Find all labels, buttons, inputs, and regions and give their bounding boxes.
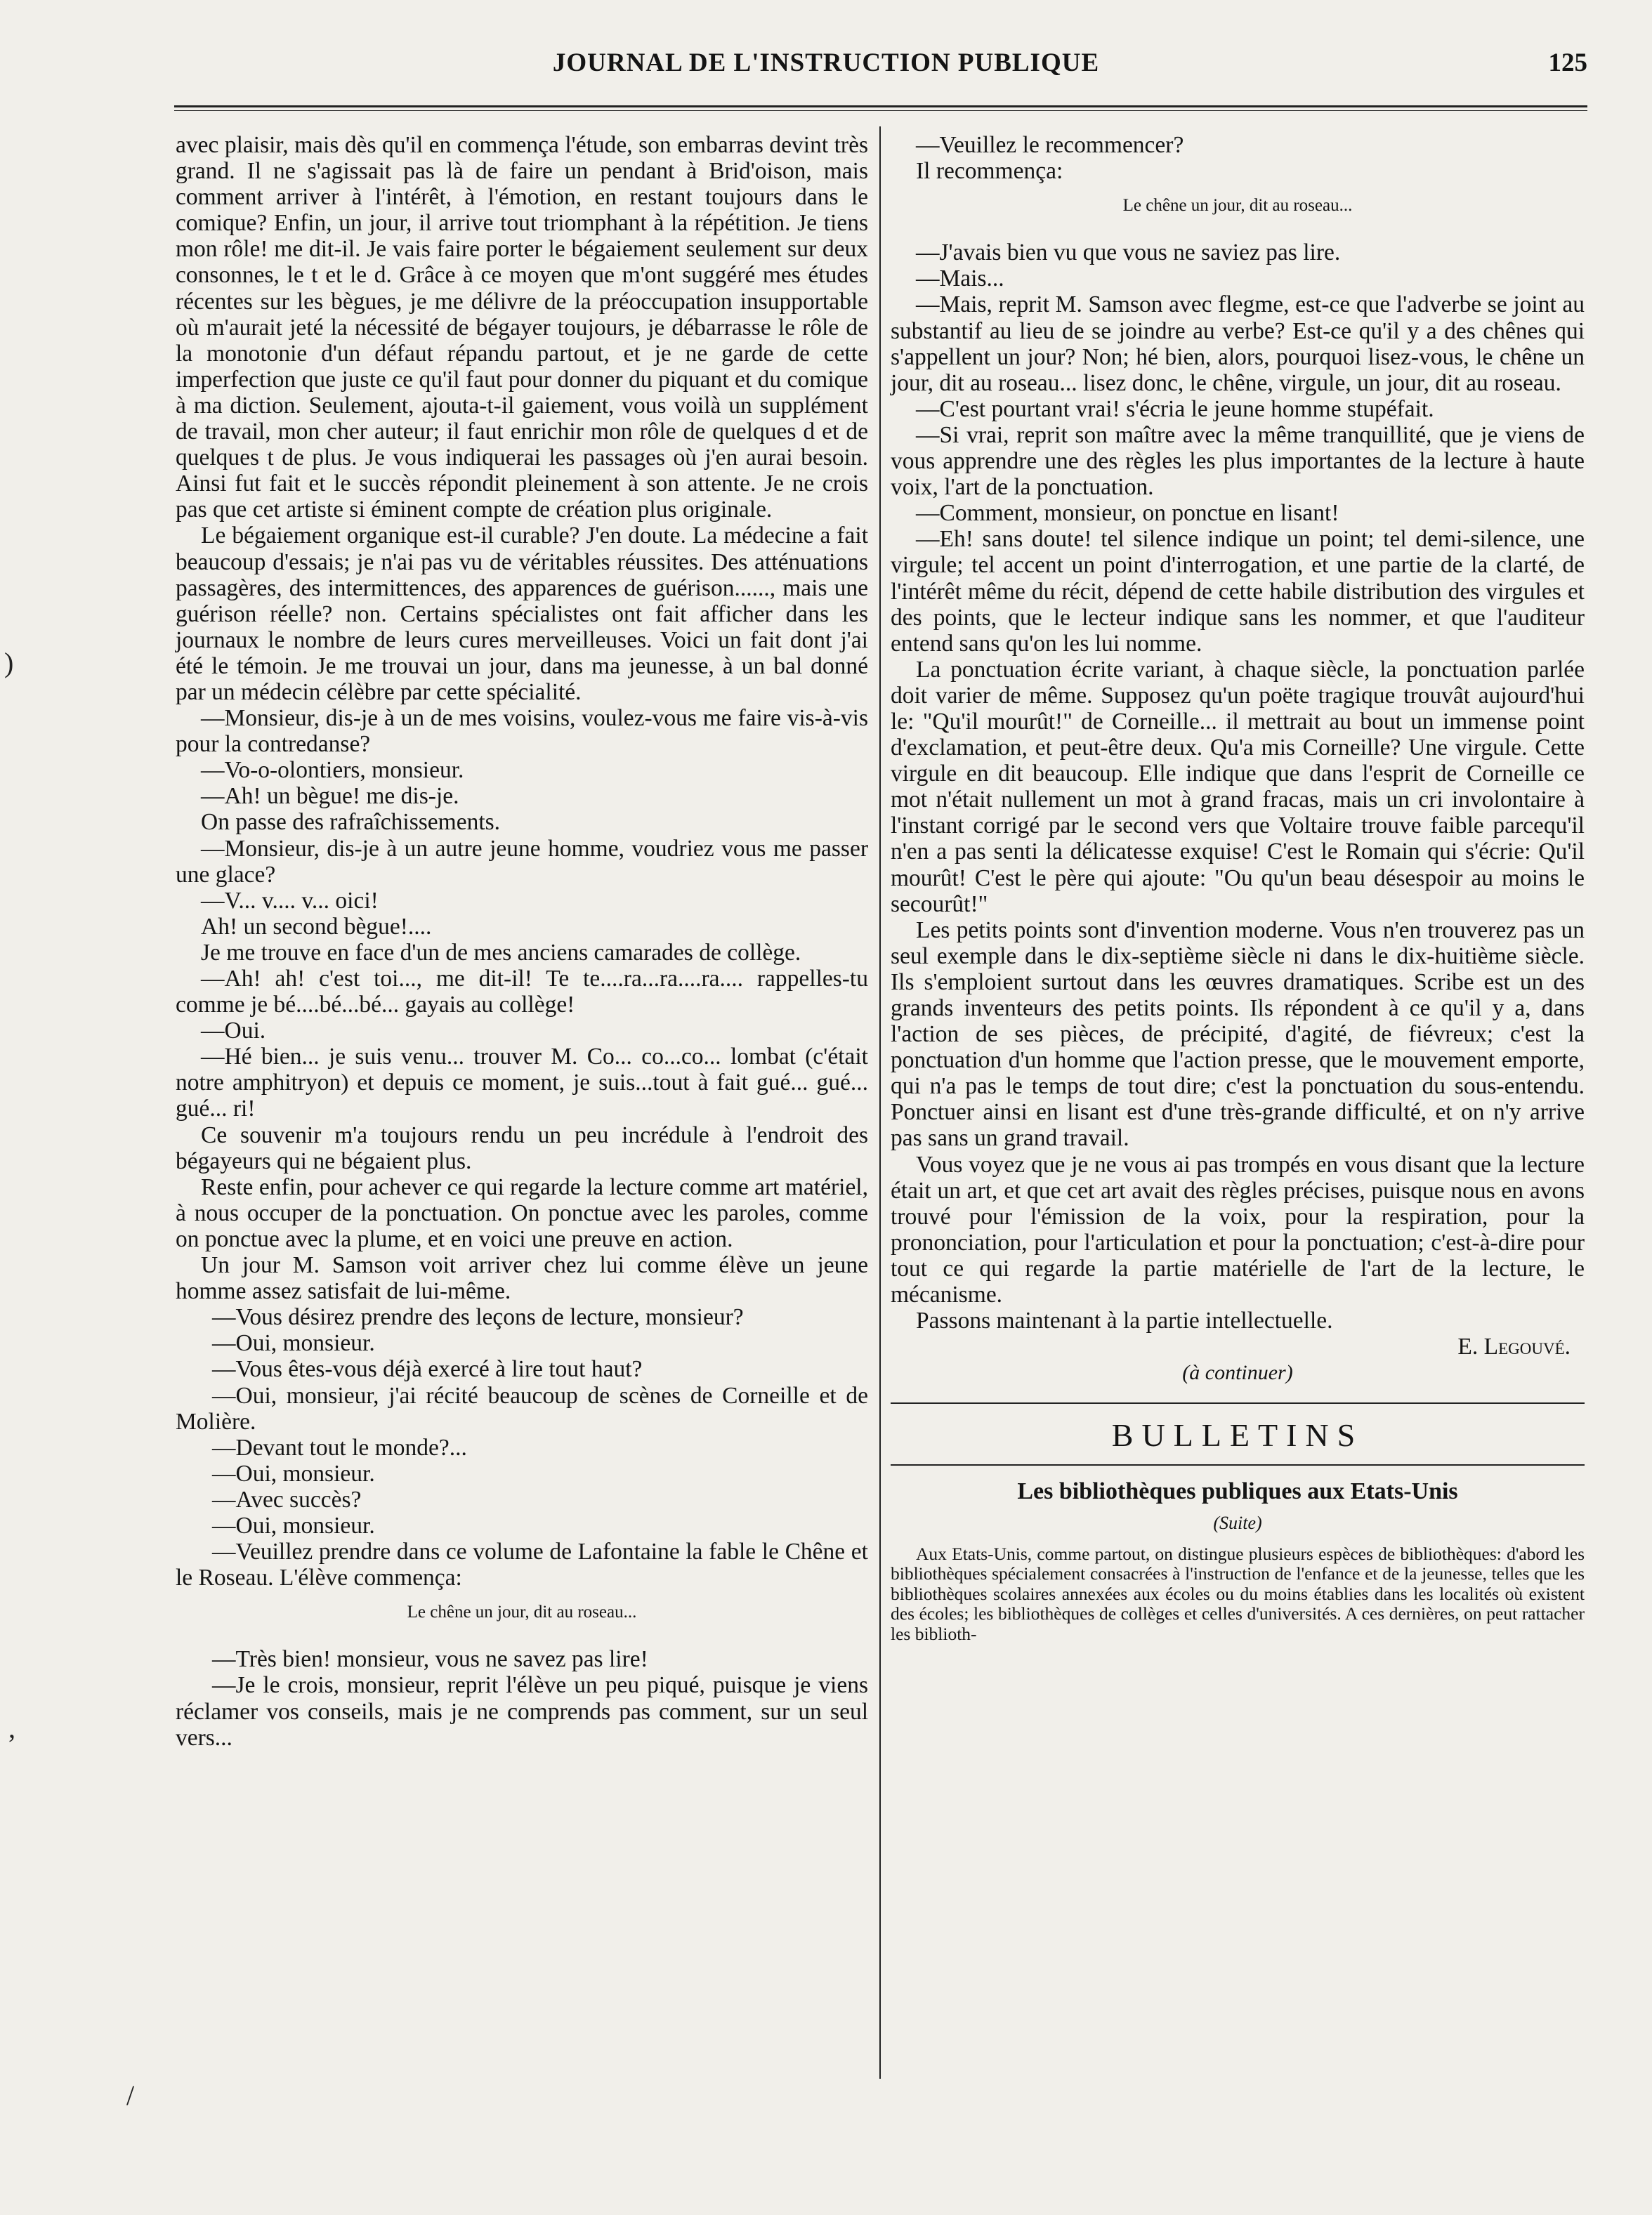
dialogue-line: —Si vrai, reprit son maître avec la même tranquillité, que je viens de vous apprendre une des règles les plus importantes de la lecture à haute voix, l'art de la ponctuation. [891, 421, 1585, 501]
paragraph: Ce souvenir m'a toujours rendu un peu incrédule à l'endroit des bégayeurs qui ne bégaient plus. [176, 1122, 868, 1174]
header-rule [174, 105, 1587, 107]
paragraph: avec plaisir, mais dès qu'il en commença l'étude, son embarras devint très grand. Il ne s'agissait pas là de faire un pendant à Brid'oison, mais comment arriver à l'intérêt, à l'émotion, en restant toujours dans le comique? Enfin, un jour, il arrive tout triomphant à la répétition. Je tiens mon rôle! me dit-il. Je vais faire porter le bégaiement seulement sur deux consonnes, le t et le d. Grâce à ce moyen que m'ont suggéré mes études récentes sur les bègues, je me délivre de la préoccupation insupportable où m'aurait jeté la nécessité de bégayer toujours, je débarrasse le rôle de la monotonie d'un défaut répandu partout, et je ne garde de cette imperfection que juste ce qu'il faut pour donner du piquant et du comique à ma diction. Seulement, ajouta-t-il gaiement, vous voilà un supplément de travail, mon cher auteur; il faut enrichir mon rôle de quelques d et de quelques t de plus. Je vous indiquerai les passages où j'en aurai besoin. Ainsi fut fait et le succès répondit pleinement à son attente. Je ne crois pas que cet artiste si éminent compte de création plus originale. [176, 132, 868, 523]
paragraph: Vous voyez que je ne vous ai pas trompés en vous disant que la lecture était un art, et que cet art avait des règles précises, puisque nous en avons trouvé pour l'émission de la voix, pour la respiration, pour la prononciation, pour l'articulation et pour la ponctuation; c'est-à-dire pour tout ce qui regarde la partie matérielle de l'art de la lecture, le mécanisme. [891, 1151, 1585, 1308]
verse-quote: Le chêne un jour, dit au roseau... [1122, 196, 1353, 216]
paragraph: La ponctuation écrite variant, à chaque siècle, la ponctuation parlée doit varier de même. Supposez qu'un poëte tragique trouvât aujourd'hui le: "Qu'il mourût!" de Corneille... il mettrait au bout un immense point d'exclamation, et peut-être deux. Qu'a mis Corneille? Une virgule. Cette virgule en dit beaucoup. Elle indique que dans l'esprit de Corneille ce mot n'était nullement un mot à grand fracas, mais un cri involontaire à l'instant corrigé par le second vers que Voltaire trouve faible parcequ'il n'en a pas senti la délicatesse exquise! C'est le Romain qui s'écrie: Qu'il mourût! C'est le père qui ajoute: "Ou qu'un beau désespoir au moins le secourût!" [891, 656, 1585, 917]
column-divider [879, 126, 881, 2079]
article-suite: (Suite) [1213, 1512, 1262, 1533]
dialogue-line: —Vous désirez prendre des leçons de lecture, monsieur? [212, 1304, 744, 1331]
margin-mark-paren: ) [4, 647, 14, 678]
dialogue-line: —Ah! ah! c'est toi..., me dit-il! Te te....ra...ra....ra.... rappelles-tu comme je bé....bé...bé... gayais au collège! [176, 966, 868, 1018]
dialogue-line: —J'avais bien vu que vous ne saviez pas lire. [916, 239, 1341, 266]
dialogue-line: —Vo-o-olontiers, monsieur. [201, 757, 464, 784]
left-column [176, 132, 868, 1751]
bulletins-heading: BULLETINS [1111, 1417, 1364, 1454]
margin-mark-slash: / [126, 2079, 135, 2111]
paragraph: Les petits points sont d'invention moderne. Vous n'en trouverez pas un seul exemple dans le dix-septième siècle ni dans le dix-huitième siècle. Ils s'emploient surtout dans les œuvres dramatiques. Scribe est un des grands inventeurs des petits points. Ils répondent à ce qu'il y a, dans l'action de ses pièces, de précipité, d'agité, de fiévreux; c'est la ponctuation d'un homme que l'action presse, que le mouvement emporte, qui n'a pas le temps de tout dire; c'est la ponctuation du sous-entendu. Ponctuer ainsi en lisant est d'une très-grande difficulté, et on n'y arrive pas sans un grand travail. [891, 916, 1585, 1152]
dialogue-line: —Très bien! monsieur, vous ne savez pas lire! [212, 1646, 648, 1673]
section-rule [891, 1464, 1585, 1466]
to-be-continued: (à continuer) [1182, 1361, 1293, 1385]
paragraph: Je me trouve en face d'un de mes anciens camarades de collège. [201, 939, 801, 966]
dialogue-line: —V... v.... v... oici! [201, 887, 379, 914]
dialogue-line: —Oui, monsieur, j'ai récité beaucoup de scènes de Corneille et de Molière. [176, 1382, 868, 1435]
verse-quote: Le chêne un jour, dit au roseau... [407, 1603, 637, 1622]
header-rule-thin [174, 110, 1587, 111]
dialogue-line: —Oui. [201, 1018, 266, 1044]
dialogue-line: —Oui, monsieur. [212, 1330, 375, 1357]
paragraph: Un jour M. Samson voit arriver chez lui comme élève un jeune homme assez satisfait de lui-même. [176, 1252, 868, 1305]
dialogue-line: —Veuillez prendre dans ce volume de Lafontaine la fable le Chêne et le Roseau. L'élève commença: [176, 1539, 868, 1591]
paragraph: Le bégaiement organique est-il curable? J'en doute. La médecine a fait beaucoup d'essais; je n'ai pas vu de véritables réussites. Des atténuations passagères, des intermittences, des apparences de guérison......, mais une guérison réelle? non. Certains spécialistes ont fait afficher dans les journaux le nombre de leurs cures merveilleuses. Voici un fait dont j'ai été le témoin. Je me trouvai un jour, dans ma jeunesse, à un bal donné par un médecin célèbre par cette spécialité. [176, 522, 868, 705]
dialogue-line: —Comment, monsieur, on ponctue en lisant! [916, 500, 1339, 527]
dialogue-line: —Ah! un bègue! me dis-je. [201, 783, 459, 810]
dialogue-line: —Monsieur, dis-je à un autre jeune homme, voudriez vous me passer une glace? [176, 835, 868, 888]
right-column [891, 132, 1585, 1644]
journal-title: JOURNAL DE L'INSTRUCTION PUBLIQUE [552, 48, 1100, 77]
page-number: 125 [1548, 48, 1587, 77]
paragraph: Passons maintenant à la partie intellectuelle. [916, 1308, 1333, 1334]
dialogue-line: —Devant tout le monde?... [212, 1434, 467, 1461]
margin-mark-tick: ʼ [7, 1728, 17, 1760]
dialogue-line: —Mais... [916, 265, 1004, 292]
dialogue-line: —Hé bien... je suis venu... trouver M. Co... co...co... lombat (c'était notre amphitryon) et depuis ce moment, je suis...tout à fait gué... gué... gué... ri! [176, 1044, 868, 1122]
dialogue-line: —Oui, monsieur. [212, 1460, 375, 1487]
dialogue-line: Il recommença: [916, 158, 1063, 185]
section-rule [891, 1402, 1585, 1404]
dialogue-line: —Je le crois, monsieur, reprit l'élève un peu piqué, puisque je viens réclamer vos conseils, mais je ne comprends pas comment, sur un seul vers... [176, 1672, 868, 1751]
dialogue-line: —Avec succès? [212, 1486, 362, 1513]
dialogue-line: —Oui, monsieur. [212, 1512, 375, 1539]
dialogue-line: —Mais, reprit M. Samson avec flegme, est-ce que l'adverbe se joint au substantif au lieu de se joindre au verbe? Est-ce qu'il y a des chênes qui s'appellent un jour? Non; hé bien, alors, pourquoi lisez-vous, le chêne un jour, dit au roseau... lisez donc, le chêne, virgule, un jour, dit au roseau. [891, 291, 1585, 396]
dialogue-line: —Monsieur, dis-je à un de mes voisins, voulez-vous me faire vis-à-vis pour la contredanse? [176, 705, 868, 758]
paragraph: Reste enfin, pour achever ce qui regarde la lecture comme art matériel, à nous occuper de la ponctuation. On ponctue avec les paroles, comme on ponctue avec la plume, et en voici une preuve en action. [176, 1174, 868, 1252]
dialogue-line: —Vous êtes-vous déjà exercé à lire tout haut? [212, 1356, 643, 1383]
dialogue-line: —Veuillez le recommencer? [916, 132, 1184, 158]
paragraph: Ah! un second bègue!.... [201, 913, 432, 940]
author-signature: E. Legouvé. [1457, 1334, 1571, 1360]
article-text: Aux Etats-Unis, comme partout, on distingue plusieurs espèces de bibliothèques: d'abord les bibliothèques spécialement consacrées à l'instruction de l'enfance et de la jeunesse, telles que les bibliothèques scolaires annexées aux écoles ou du moins établies dans les localités où existent des écoles; les bibliothèques de collèges et celles d'universités. A ces dernières, on peut rattacher les biblioth- [891, 1543, 1585, 1644]
article-title: Les bibliothèques publiques aux Etats-Unis [1017, 1478, 1458, 1504]
dialogue-line: —C'est pourtant vrai! s'écria le jeune homme stupéfait. [916, 395, 1434, 422]
dialogue-line: —Eh! sans doute! tel silence indique un point; tel demi-silence, une virgule; tel accent un point d'interrogation, et une partie de la clarté, de l'intérêt même du récit, dépend de cette habile distribution des virgules et des points, que le lecteur indique sans les nommer, et que l'auditeur entend sans qu'on les lui nomme. [891, 526, 1585, 657]
paragraph: On passe des rafraîchissements. [201, 809, 501, 836]
